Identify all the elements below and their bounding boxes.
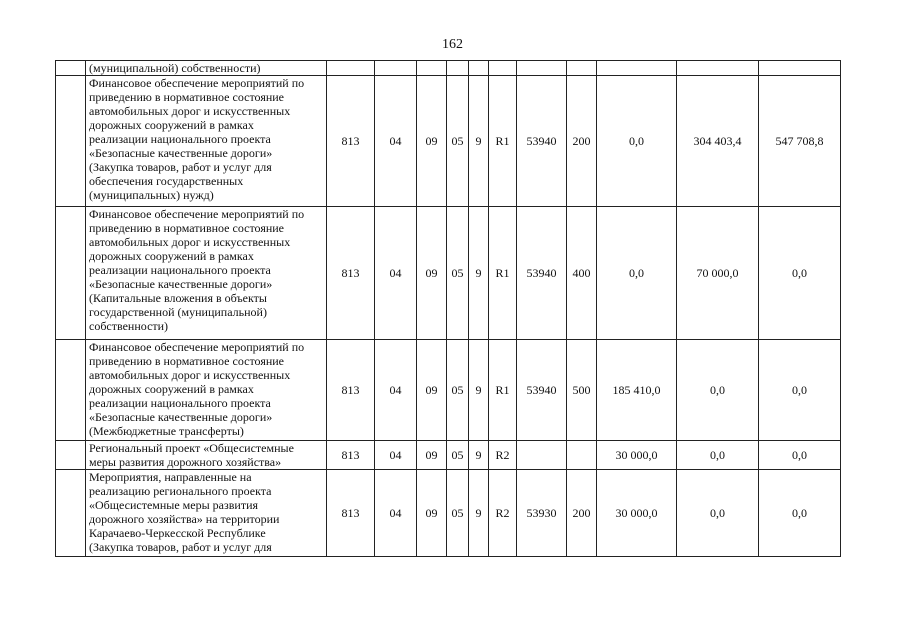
section-code-cell: 04 [375, 207, 417, 340]
direction-code-cell: 53940 [517, 76, 567, 207]
admin-code-cell: 813 [327, 207, 375, 340]
description-cell [86, 207, 327, 340]
section-code-cell: 04 [375, 340, 417, 441]
description-cell [86, 340, 327, 441]
amount-year1-cell: 30 000,0 [597, 470, 677, 557]
description-line: Финансовое обеспечение мероприятий по [89, 207, 305, 221]
subsection-code-cell: 09 [417, 441, 447, 470]
description-line: (Капитальные вложения в объекты [89, 291, 267, 305]
expense-type-code-cell [567, 441, 597, 470]
amount-year1-cell [597, 61, 677, 76]
direction-code-cell: 53940 [517, 207, 567, 340]
amount-year2-cell: 0,0 [677, 340, 759, 441]
amount-year3-cell [759, 61, 841, 76]
description-cell [86, 470, 327, 557]
table-row [56, 470, 841, 557]
description-line: дорожных сооружений в рамках [89, 382, 254, 396]
program-code-cell: 05 [447, 207, 469, 340]
description-line: приведению в нормативное состояние [89, 354, 285, 368]
subprogram-code-cell [469, 61, 489, 76]
index-cell [56, 340, 86, 441]
expense-type-code-cell: 400 [567, 207, 597, 340]
subsection-code-cell [417, 61, 447, 76]
admin-code-cell: 813 [327, 340, 375, 441]
description-line: Карачаево-Черкесской Республике [89, 526, 266, 540]
program-code-cell: 05 [447, 470, 469, 557]
expense-type-code-cell [567, 61, 597, 76]
admin-code-cell: 813 [327, 76, 375, 207]
description-line: (Закупка товаров, работ и услуг для [89, 160, 272, 174]
direction-code-cell [517, 61, 567, 76]
section-code-cell [375, 61, 417, 76]
amount-year2-cell: 0,0 [677, 441, 759, 470]
description-line: обеспечения государственных [89, 174, 244, 188]
description-line: Мероприятия, направленные на [89, 470, 252, 484]
amount-year1-cell: 185 410,0 [597, 340, 677, 441]
project-code-cell: R2 [489, 441, 517, 470]
amount-year1-cell: 0,0 [597, 76, 677, 207]
admin-code-cell: 813 [327, 470, 375, 557]
description-line: «Безопасные качественные дороги» [89, 146, 273, 160]
description-line: (муниципальных) нужд) [89, 188, 214, 202]
table-row [56, 76, 841, 207]
description-line: приведению в нормативное состояние [89, 221, 285, 235]
index-cell [56, 207, 86, 340]
admin-code-cell [327, 61, 375, 76]
expense-type-code-cell: 200 [567, 76, 597, 207]
description-line: «Общесистемные меры развития [89, 498, 259, 512]
subprogram-code-cell: 9 [469, 340, 489, 441]
subsection-code-cell: 09 [417, 340, 447, 441]
subprogram-code-cell: 9 [469, 441, 489, 470]
section-code-cell: 04 [375, 441, 417, 470]
project-code-cell: R1 [489, 207, 517, 340]
subsection-code-cell: 09 [417, 470, 447, 557]
description-line: реализации национального проекта [89, 396, 271, 410]
index-cell [56, 470, 86, 557]
amount-year3-cell: 547 708,8 [759, 76, 841, 207]
description-line: автомобильных дорог и искусственных [89, 235, 291, 249]
description-line: (Межбюджетные трансферты) [89, 424, 244, 438]
amount-year2-cell [677, 61, 759, 76]
program-code-cell: 05 [447, 340, 469, 441]
description-line: реализации национального проекта [89, 263, 271, 277]
description-line: дорожных сооружений в рамках [89, 249, 254, 263]
index-cell [56, 441, 86, 470]
amount-year3-cell: 0,0 [759, 207, 841, 340]
description-line: Региональный проект «Общесистемные [89, 441, 294, 455]
description-line: «Безопасные качественные дороги» [89, 277, 273, 291]
subprogram-code-cell: 9 [469, 207, 489, 340]
description-line: (муниципальной) собственности) [89, 61, 261, 75]
description-line: собственности) [89, 319, 169, 333]
project-code-cell: R1 [489, 340, 517, 441]
amount-year2-cell: 304 403,4 [677, 76, 759, 207]
section-code-cell: 04 [375, 76, 417, 207]
description-cell [86, 441, 327, 470]
subprogram-code-cell: 9 [469, 470, 489, 557]
description-line: (Закупка товаров, работ и услуг для [89, 540, 272, 554]
description-line: Финансовое обеспечение мероприятий по [89, 340, 305, 354]
admin-code-cell: 813 [327, 441, 375, 470]
page-number: 162 [442, 37, 463, 52]
description-line: меры развития дорожного хозяйства» [89, 455, 282, 469]
description-line: приведению в нормативное состояние [89, 90, 285, 104]
table-row [56, 61, 841, 76]
direction-code-cell [517, 441, 567, 470]
amount-year3-cell: 0,0 [759, 470, 841, 557]
budget-table [55, 60, 841, 557]
description-line: Финансовое обеспечение мероприятий по [89, 76, 305, 90]
description-line: «Безопасные качественные дороги» [89, 410, 273, 424]
index-cell [56, 76, 86, 207]
subsection-code-cell: 09 [417, 207, 447, 340]
program-code-cell: 05 [447, 441, 469, 470]
subprogram-code-cell: 9 [469, 76, 489, 207]
amount-year3-cell: 0,0 [759, 441, 841, 470]
table-row [56, 441, 841, 470]
expense-type-code-cell: 200 [567, 470, 597, 557]
project-code-cell: R1 [489, 76, 517, 207]
index-cell [56, 61, 86, 76]
table-row [56, 207, 841, 340]
subsection-code-cell: 09 [417, 76, 447, 207]
description-line: автомобильных дорог и искусственных [89, 104, 291, 118]
expense-type-code-cell: 500 [567, 340, 597, 441]
table-row [56, 340, 841, 441]
project-code-cell: R2 [489, 470, 517, 557]
description-line: государственной (муниципальной) [89, 305, 267, 319]
direction-code-cell: 53940 [517, 340, 567, 441]
direction-code-cell: 53930 [517, 470, 567, 557]
amount-year3-cell: 0,0 [759, 340, 841, 441]
description-line: автомобильных дорог и искусственных [89, 368, 291, 382]
project-code-cell [489, 61, 517, 76]
program-code-cell: 05 [447, 76, 469, 207]
amount-year1-cell: 0,0 [597, 207, 677, 340]
description-line: реализации национального проекта [89, 132, 271, 146]
amount-year1-cell: 30 000,0 [597, 441, 677, 470]
description-line: дорожных сооружений в рамках [89, 118, 254, 132]
program-code-cell [447, 61, 469, 76]
description-line: дорожного хозяйства» на территории [89, 512, 280, 526]
description-cell [86, 76, 327, 207]
amount-year2-cell: 0,0 [677, 470, 759, 557]
description-cell [86, 61, 327, 76]
amount-year2-cell: 70 000,0 [677, 207, 759, 340]
description-line: реализацию регионального проекта [89, 484, 272, 498]
section-code-cell: 04 [375, 470, 417, 557]
